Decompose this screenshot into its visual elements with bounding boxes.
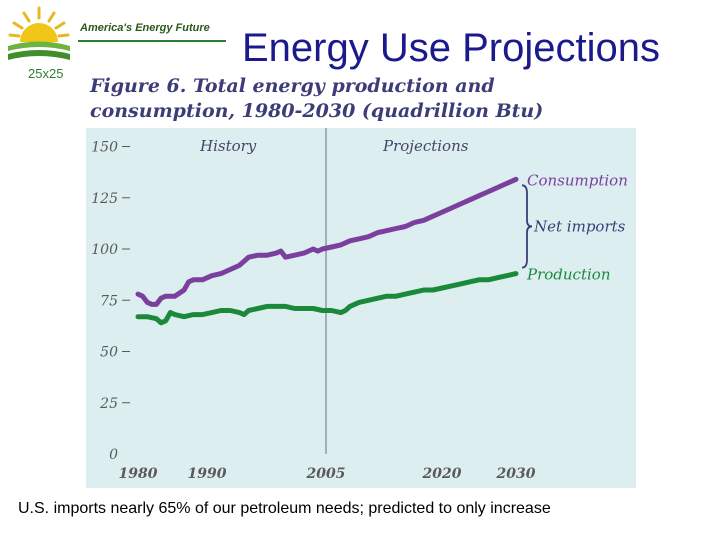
y-tick-label: 50 <box>100 344 118 361</box>
x-tick-label: 2005 <box>306 466 346 482</box>
y-tick-label: 75 <box>100 293 118 310</box>
figure-caption <box>90 74 710 124</box>
x-tick-label: 2020 <box>422 466 462 482</box>
y-tick-label: 0 <box>109 447 118 463</box>
tagline: America's Energy Future <box>80 22 210 34</box>
y-tick-label: 125 <box>91 190 118 207</box>
series-label-production: Production <box>527 265 611 284</box>
y-tick-label: 100 <box>91 242 118 258</box>
page-title: Energy Use Projections <box>242 26 660 70</box>
x-tick-label: 2030 <box>496 466 536 482</box>
history-label: History <box>200 137 257 155</box>
x-tick-label: 1980 <box>118 466 158 482</box>
x-tick-label: 1990 <box>187 466 227 482</box>
25x25-logo <box>6 4 86 82</box>
bottom-caption: U.S. imports nearly 65% of our petroleum needs; predicted to only increase <box>18 500 551 517</box>
energy-chart <box>86 128 638 490</box>
series-label-consumption: Consumption <box>527 171 628 190</box>
tagline-rule <box>78 40 226 42</box>
figure-caption-line-1: Figure 6. Total energy production and <box>90 75 495 97</box>
figure-caption-line-2: consumption, 1980-2030 (quadrillion Btu) <box>90 100 544 122</box>
projections-label: Projections <box>383 137 469 155</box>
field-icon <box>8 42 70 61</box>
net-imports-label: Net imports <box>534 217 626 236</box>
y-tick-label: 25 <box>100 395 118 412</box>
y-tick-label: 150 <box>91 139 118 156</box>
sun-icon <box>10 8 68 42</box>
logo-text: 25x25 <box>28 66 64 81</box>
